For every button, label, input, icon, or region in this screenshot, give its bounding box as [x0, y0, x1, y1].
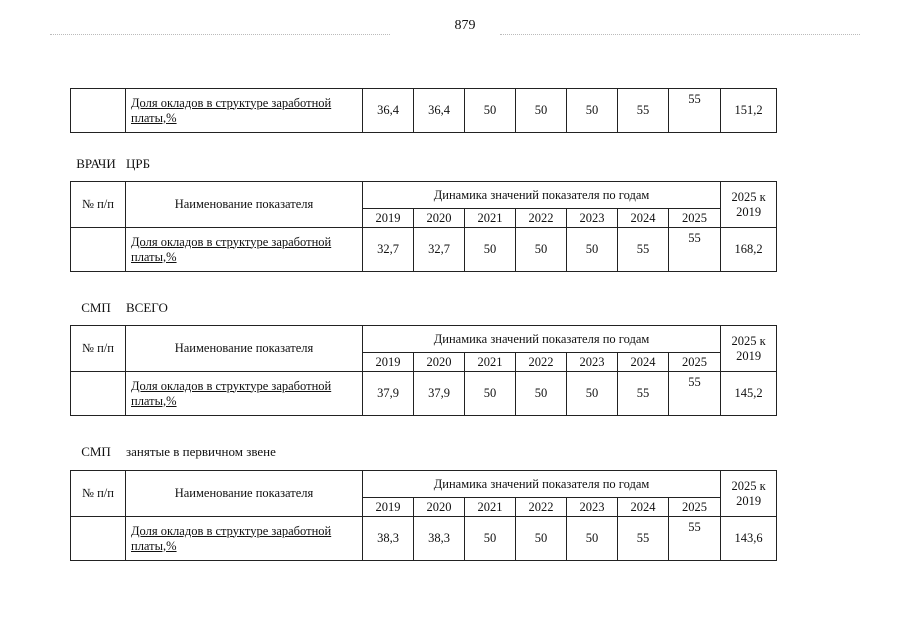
value-cell: 55 — [618, 517, 669, 561]
year-header: 2025 — [669, 498, 721, 517]
scan-artifact — [50, 34, 390, 36]
indicator-name-header: Наименование показателя — [126, 326, 363, 372]
indicator-name-cell: Доля окладов в структуре заработной платы,% — [126, 372, 363, 416]
row-number-cell — [71, 517, 126, 561]
ratio-value-cell: 151,2 — [721, 89, 777, 133]
value-cell: 32,7 — [414, 228, 465, 272]
year-header: 2023 — [567, 209, 618, 228]
table-row — [71, 372, 777, 416]
indicator-name-cell: Доля окладов в структуре заработной платы,% — [126, 517, 363, 561]
ratio-header: 2025 к 2019 — [721, 182, 777, 228]
value-cell: 36,4 — [363, 89, 414, 133]
year-header: 2024 — [618, 498, 669, 517]
year-header: 2023 — [567, 498, 618, 517]
year-header: 2021 — [465, 498, 516, 517]
value-cell: 50 — [465, 89, 516, 133]
row-number-cell — [71, 228, 126, 272]
year-header: 2019 — [363, 498, 414, 517]
value-cell: 32,7 — [363, 228, 414, 272]
indicator-name-header: Наименование показателя — [126, 182, 363, 228]
value-cell: 50 — [567, 517, 618, 561]
section-group: ВСЕГО — [126, 300, 168, 315]
year-header: 2023 — [567, 353, 618, 372]
year-header: 2019 — [363, 353, 414, 372]
year-header: 2021 — [465, 209, 516, 228]
ratio-value-cell: 143,6 — [721, 517, 777, 561]
indicator-name-header: Наименование показателя — [126, 471, 363, 517]
year-header: 2020 — [414, 209, 465, 228]
year-header: 2024 — [618, 353, 669, 372]
section-group: занятые в первичном звене — [126, 444, 276, 459]
value-cell: 50 — [516, 228, 567, 272]
value-cell: 38,3 — [363, 517, 414, 561]
value-cell: 50 — [567, 89, 618, 133]
value-cell: 55 — [669, 89, 721, 133]
year-header: 2022 — [516, 353, 567, 372]
value-cell: 37,9 — [414, 372, 465, 416]
section-code: ВРАЧИ — [76, 156, 116, 171]
indicator-table — [70, 470, 777, 561]
row-number-header: № п/п — [71, 182, 126, 228]
year-header: 2022 — [516, 498, 567, 517]
value-cell: 55 — [669, 228, 721, 272]
ratio-header: 2025 к 2019 — [721, 326, 777, 372]
row-number-cell — [71, 89, 126, 133]
indicator-name-cell: Доля окладов в структуре заработной платы,% — [126, 228, 363, 272]
value-cell: 55 — [669, 517, 721, 561]
year-header: 2020 — [414, 353, 465, 372]
section-code: СМП — [81, 300, 111, 315]
value-cell: 50 — [465, 517, 516, 561]
year-header: 2022 — [516, 209, 567, 228]
year-header: 2019 — [363, 209, 414, 228]
table-row — [71, 228, 777, 272]
value-cell: 55 — [618, 228, 669, 272]
ratio-value-cell: 168,2 — [721, 228, 777, 272]
section-heading — [70, 444, 276, 460]
section-heading — [70, 300, 168, 316]
value-cell: 50 — [567, 372, 618, 416]
indicator-table — [70, 325, 777, 416]
indicator-table-continued — [70, 88, 777, 133]
section-group: ЦРБ — [126, 156, 151, 171]
dynamics-header: Динамика значений показателя по годам — [363, 471, 721, 498]
page-number: 879 — [454, 18, 476, 33]
indicator-name-cell: Доля окладов в структуре заработной платы,% — [126, 89, 363, 133]
ratio-header: 2025 к 2019 — [721, 471, 777, 517]
row-number-cell — [71, 372, 126, 416]
year-header: 2025 — [669, 353, 721, 372]
table-row — [71, 89, 777, 133]
value-cell: 50 — [516, 517, 567, 561]
section-code: СМП — [81, 444, 111, 459]
ratio-value-cell: 145,2 — [721, 372, 777, 416]
row-number-header: № п/п — [71, 326, 126, 372]
year-header: 2020 — [414, 498, 465, 517]
value-cell: 36,4 — [414, 89, 465, 133]
indicator-table — [70, 181, 777, 272]
dynamics-header: Динамика значений показателя по годам — [363, 182, 721, 209]
value-cell: 50 — [516, 372, 567, 416]
year-header: 2021 — [465, 353, 516, 372]
value-cell: 55 — [669, 372, 721, 416]
section-heading — [70, 156, 150, 172]
row-number-header: № п/п — [71, 471, 126, 517]
value-cell: 55 — [618, 89, 669, 133]
value-cell: 50 — [465, 228, 516, 272]
year-header: 2024 — [618, 209, 669, 228]
value-cell: 50 — [567, 228, 618, 272]
value-cell: 50 — [516, 89, 567, 133]
year-header: 2025 — [669, 209, 721, 228]
value-cell: 37,9 — [363, 372, 414, 416]
value-cell: 50 — [465, 372, 516, 416]
scan-artifact — [500, 34, 860, 36]
table-row — [71, 517, 777, 561]
value-cell: 38,3 — [414, 517, 465, 561]
dynamics-header: Динамика значений показателя по годам — [363, 326, 721, 353]
value-cell: 55 — [618, 372, 669, 416]
